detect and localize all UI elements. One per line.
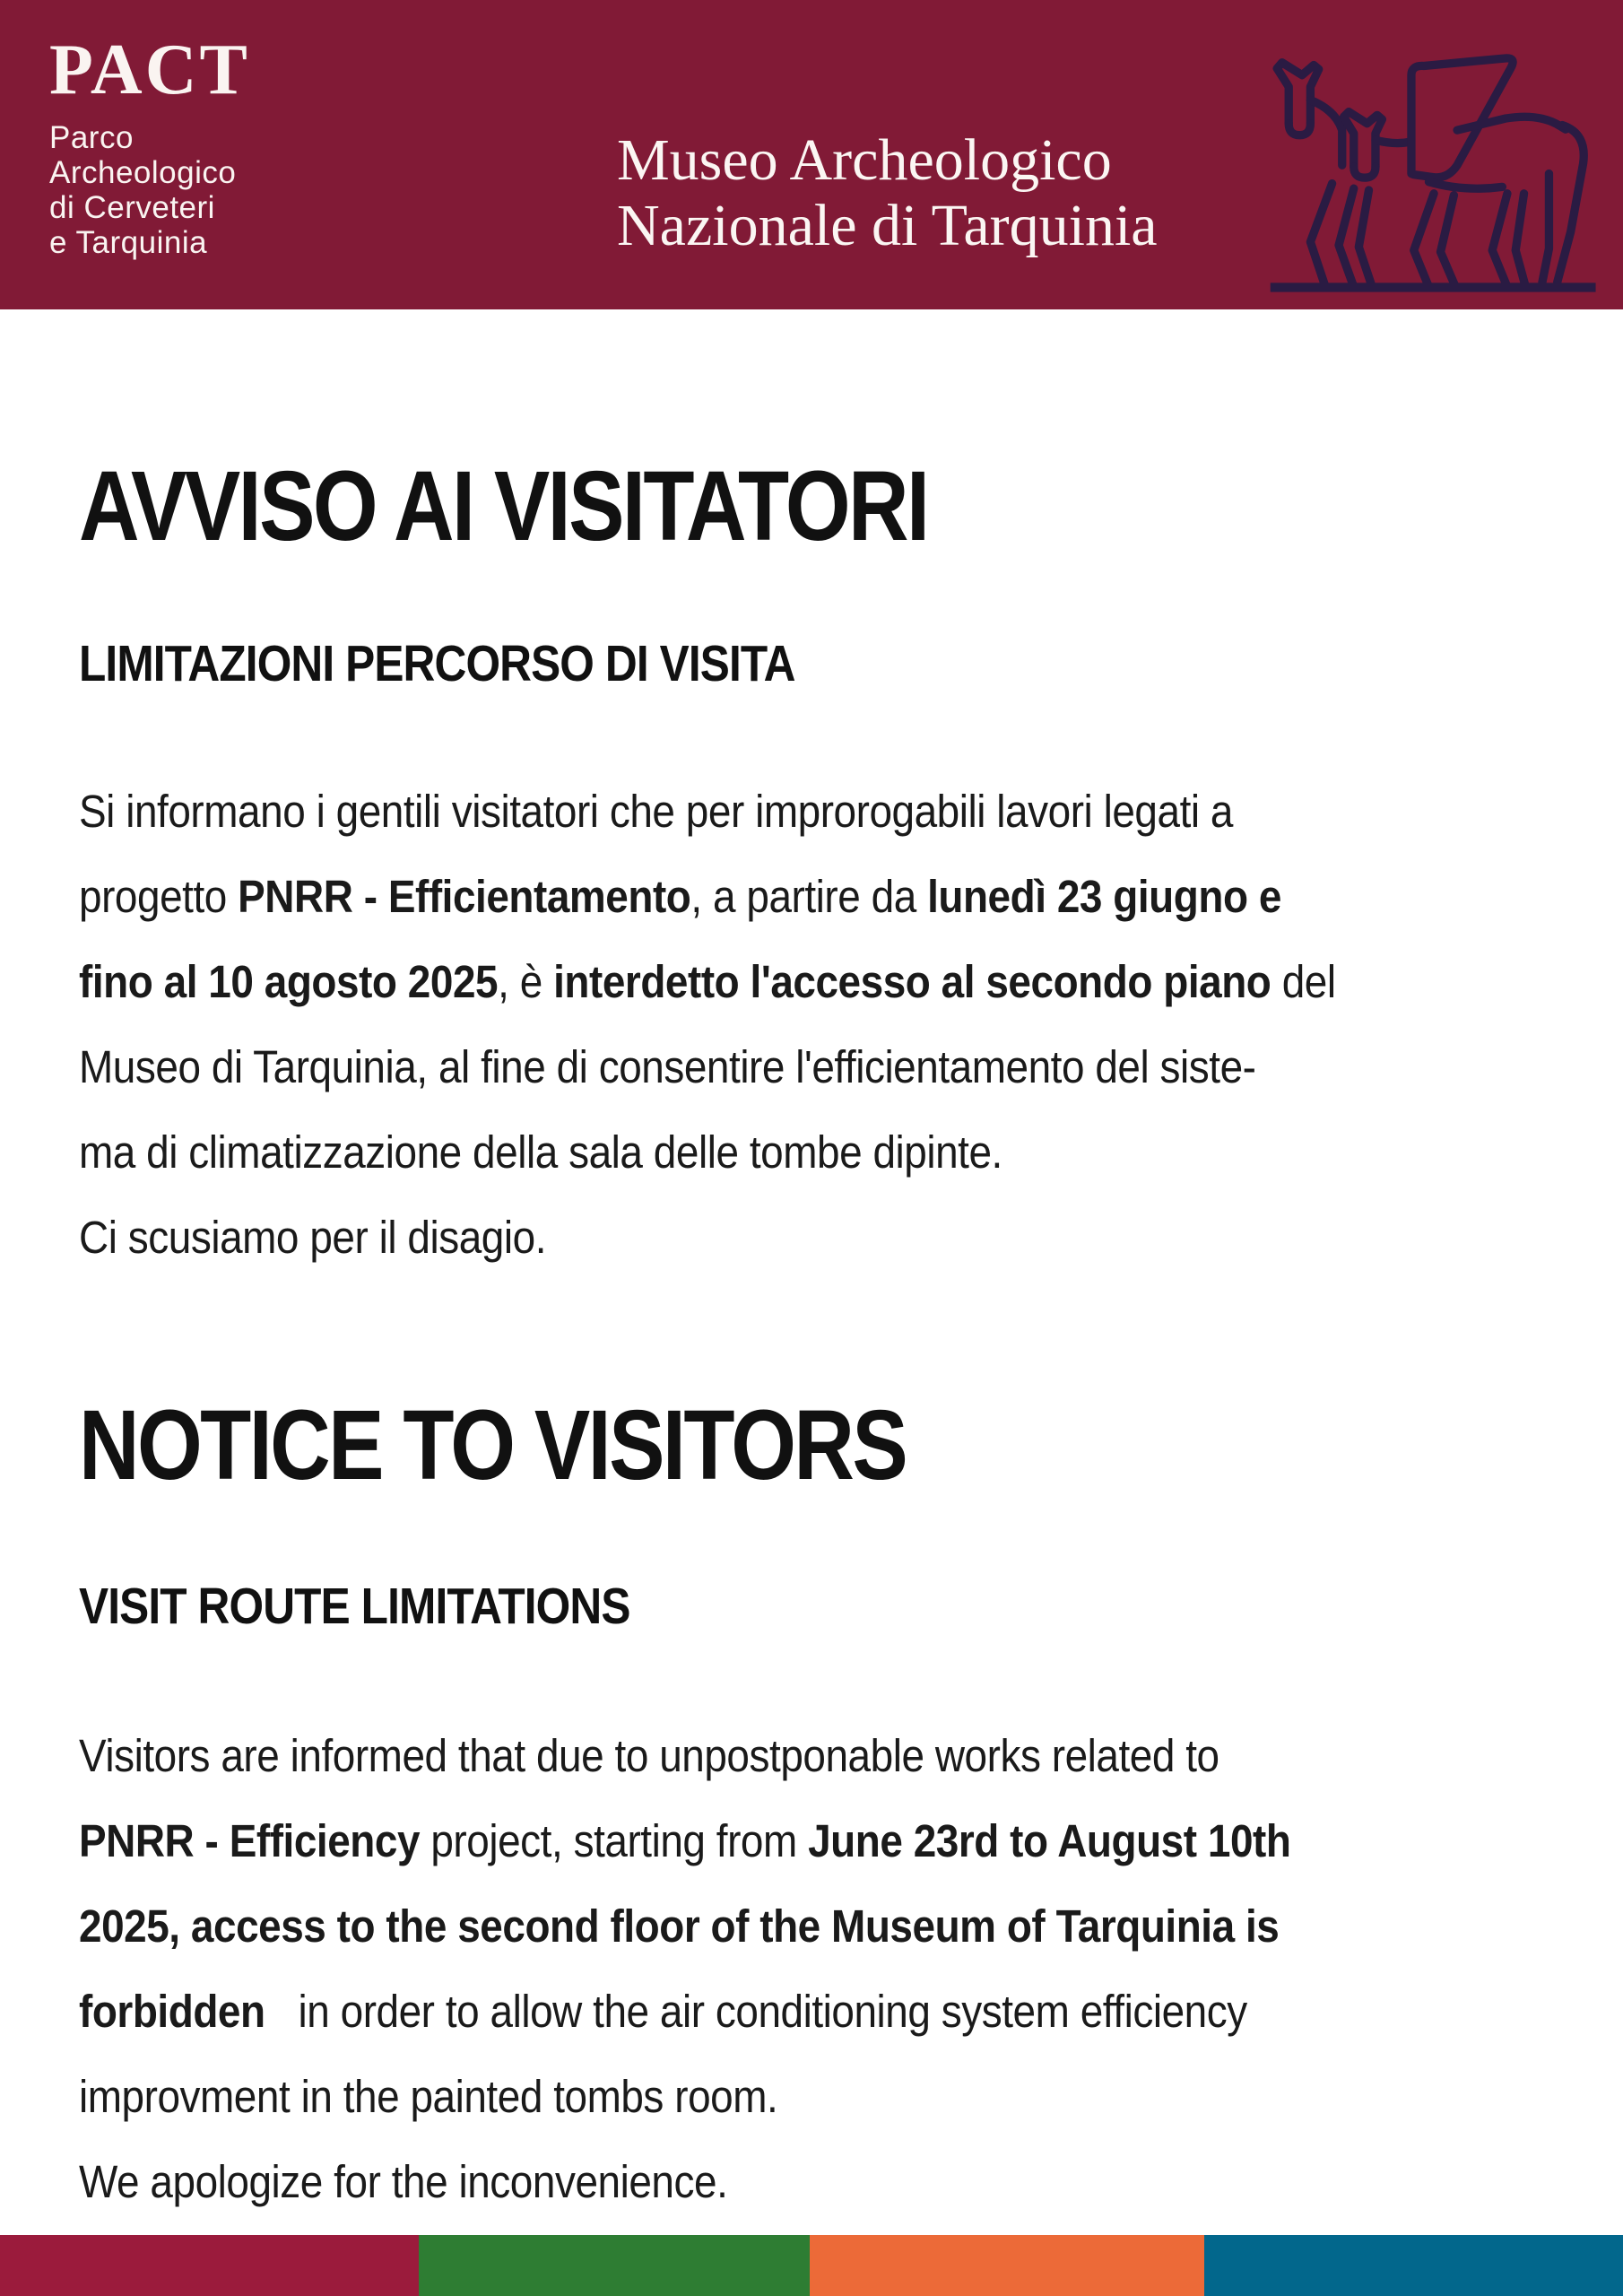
notice-section-english xyxy=(79,1390,1623,2224)
footer-color-bars xyxy=(0,2235,1623,2296)
notice-body-it: Si informano i gentili visitatori che per improrogabili lavori legati a progetto PNRR - Efficientamento, a partire da lunedì 23 giugno e fino al 10 agosto 2025, è interdetto l'accesso al secondo piano del Museo di Tarquinia, al fine di consentire l'efficientamento del siste- ma di climatizzazione della sala delle tombe dipinte. Ci scusiamo per il disagio. xyxy=(79,786,1336,1263)
footer-bar-orange xyxy=(810,2235,1204,2296)
notice-title-en: NOTICE TO VISITORS xyxy=(79,1390,907,1500)
header-band xyxy=(0,0,1623,309)
notice-body-en: Visitors are informed that due to unpostponable works related to PNRR - Efficiency project, starting from June 23rd to August 10th 2025, access to the second floor of the Museum of Tarquinia is forbidden in order to allow the air conditioning system efficiency improvment in the painted tombs room. We apologize for the inconvenience. xyxy=(79,1730,1291,2207)
footer-bar-maroon xyxy=(0,2235,419,2296)
notice-subtitle-it: LIMITAZIONI PERCORSO DI VISITA xyxy=(79,635,795,692)
notice-title-it: AVVISO AI VISITATORI xyxy=(79,451,928,561)
notice-section-italian xyxy=(79,451,1623,1280)
pact-logo-acronym: PACT xyxy=(49,30,250,109)
museum-title: Museo Archeologico Nazionale di Tarquinia xyxy=(617,127,1158,258)
pact-logo xyxy=(49,32,250,260)
footer-bar-green xyxy=(419,2235,810,2296)
winged-horses-icon xyxy=(1255,34,1614,300)
notice-content xyxy=(0,451,1623,2224)
footer-bar-teal xyxy=(1204,2235,1623,2296)
notice-subtitle-en: VISIT ROUTE LIMITATIONS xyxy=(79,1578,630,1635)
pact-logo-org-name: Parco Archeologico di Cerveteri e Tarquinia xyxy=(49,120,237,260)
